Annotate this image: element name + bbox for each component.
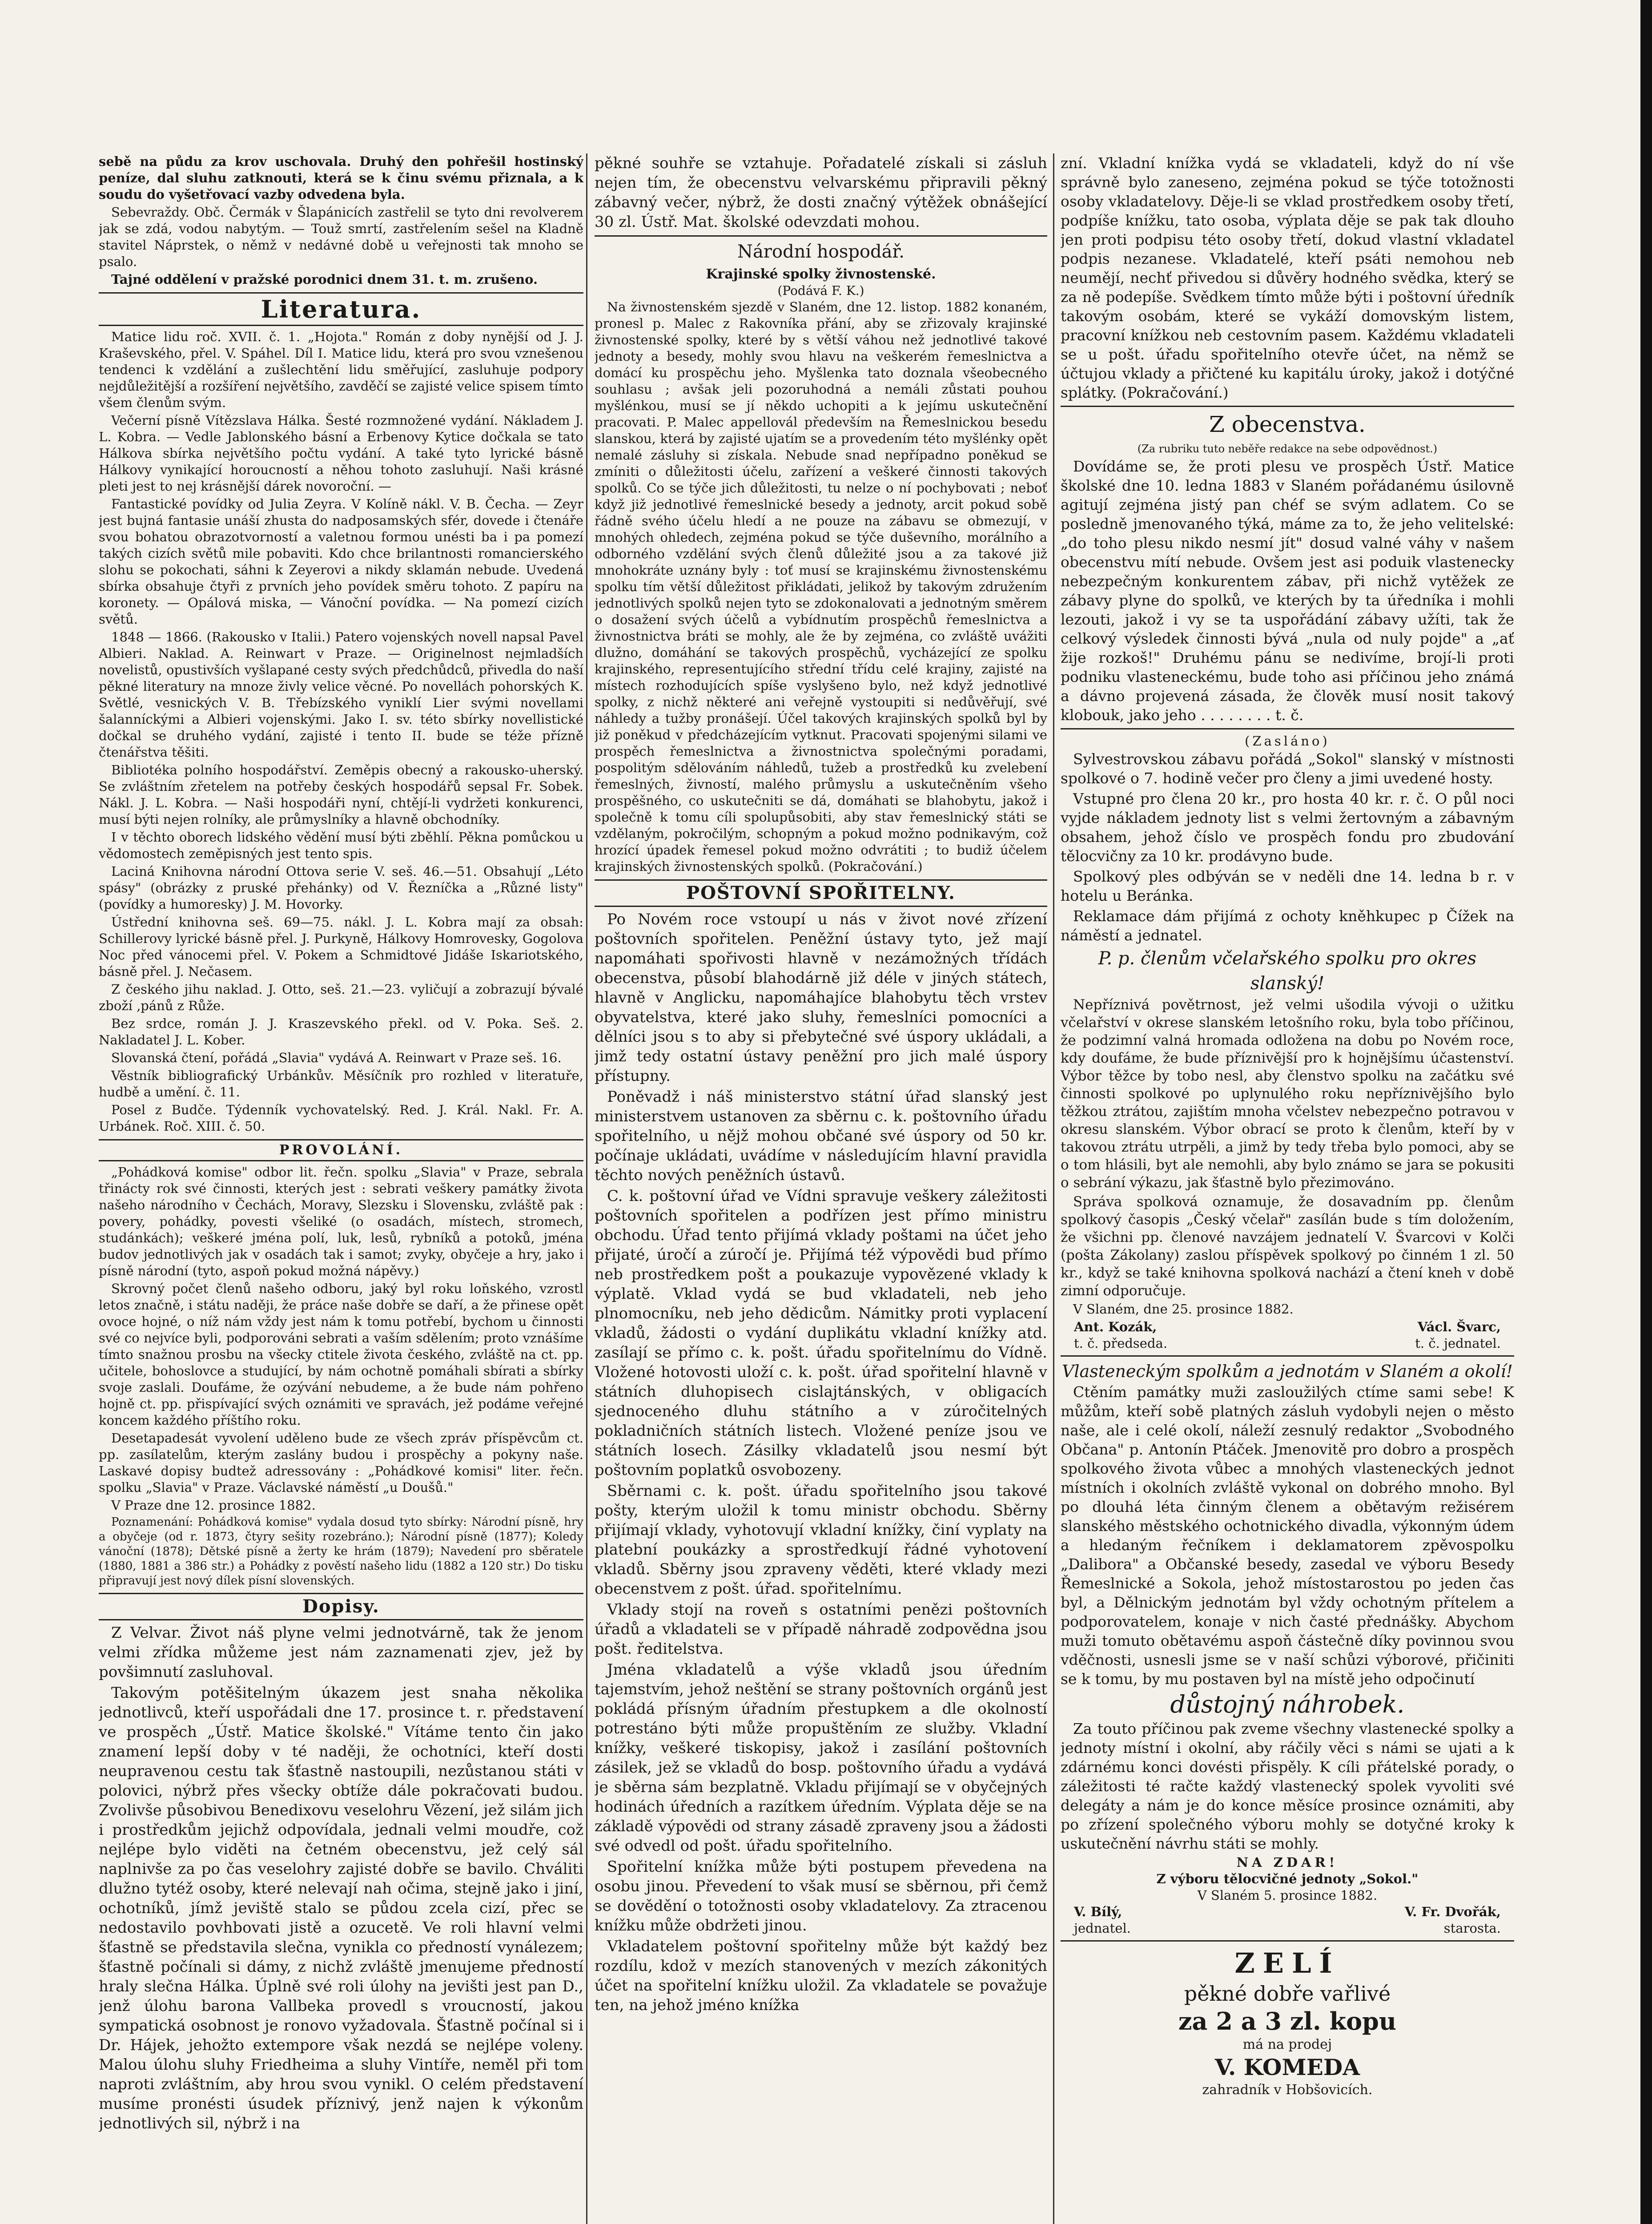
news-hostinsky: sebě na půdu za krov uschovala. Druhý den pohřešil hostinský peníze, dal sluhu zatknouti, která se k činu svému přiznala, a k soudu do vyšetřovací vazby odvedena byla. bbox=[99, 154, 583, 202]
literatura-item: Večerní písně Vítězslava Hálka. Šesté rozmnožené vydání. Nákladem J. L. Kobra. — Vedle Jablonského básní a Erbenovy Kytice dočkala se tato Hálkova sbírka největšího počtu vydání. A také tyto lyrické básně Hálkovy vynikající horoucností a něhou tohoto zasluhují. Naši krásné pleti jest to nej krásnější dárek novoroční. — bbox=[99, 413, 583, 494]
literatura-list bbox=[99, 329, 583, 1135]
provolani-paragraph: Desetapadesát vyvolení uděleno bude ze všech zpráv příspěvcům ct. pp. zasílatelům, kterým zaslány budou i prospěchy a pokyny naše. Laskavé dopisy budtež adressovány : „Pohádkové komisi" liter. řečn. spolku „Slavia" v Praze. Václavské náměstí „u Doušů." bbox=[99, 1430, 583, 1495]
ad-title: ZELÍ bbox=[1234, 1947, 1340, 1979]
divider bbox=[1061, 1940, 1514, 1942]
provolani-paragraph: Skrovný počet členů našeho odboru, jaký byl roku loňského, vzrostl letos značně, i státu naději, že práce naše dobře se daří, a že přinese opět ovoce hojné, o níž nám vždy jest nám k tomu potřebí, bychom u činnosti své co nejvíce byli, podporováni sebrati a vaším sdělením; proto vznášíme tímto snažnou prosbu na všecky ctitele života českého, zvláště na ct. pp. učitele, bohoslovce a studující, by nám ochotně pomáhali sbírati a sbírky svoje zaslali. Doufáme, že ozývání nebudeme, a že bude nám pohřeno hojně ct. pp. přispívající svých oznámiti ve spravách, jež podáme veřejné koncem každého příštího roku. bbox=[99, 1281, 583, 1428]
signature-name: V. Bílý, bbox=[1074, 1904, 1122, 1919]
divider bbox=[1061, 728, 1514, 729]
ad-address: zahradník v Hobšovicích. bbox=[1202, 2082, 1373, 2098]
signature-name: Ant. Kozák, bbox=[1074, 1319, 1157, 1334]
column-rule-1 bbox=[586, 153, 587, 2224]
signature-role: jednatel. bbox=[1074, 1921, 1131, 1936]
provolani-note: Poznamenání: Pohádková komise" vydala dosud tyto sbírky: Národní písně, hry a obyčeje (od r. 1873, čtyry sešity rozebráno.); Národní písně (1877); Koledy vánoční (1878); Dětské písně a žerty ke hrám (1879); Navedení pro sběratele (1880, 1881 a 386 str.) a Pohádky z pověstí našeho lidu (1882 a 120 str.) Do tisku připravují jest nový dílek písní slovenských. bbox=[99, 1515, 583, 1587]
zaslano-paragraph: Reklamace dám přijímá z ochoty kněhkupec p Čížek na náměstí a jednatel. bbox=[1061, 907, 1514, 944]
motto-na-zdar: NA ZDAR! bbox=[1236, 1855, 1338, 1870]
signature-name: V. Fr. Dvořák, bbox=[1404, 1904, 1501, 1919]
divider bbox=[1061, 406, 1514, 407]
vcelar-date: V Slaném, dne 25. prosince 1882. bbox=[1073, 1301, 1294, 1317]
ad-price: za 2 a 3 zl. kopu bbox=[1178, 2007, 1397, 2035]
sporitelny-paragraph: Spořitelní knížka může býti postupem převedena na osobu jinou. Převedení to však musí se sběrnou, při čemž se dovědění o totožnosti osoby vkladatelovy. Za ztracenou knížku může obdržeti jinou. bbox=[595, 1858, 1047, 1934]
sporitelny-paragraph: Vkladatelem poštovní spořitelny může být každý bez rozdílu, kdož v mezích stanovených v mezích zákonitých účet na spořitelní knížku uložil. Za vkladatele se považuje ten, na jehož jméno knížka bbox=[595, 1938, 1047, 2014]
ad-description: pěkné dobře vařlivé bbox=[1184, 1982, 1391, 2006]
literatura-item: Matice lidu roč. XVII. č. 1. „Hojota." Román z doby nynější od J. J. Kraševského, přel. V. Spáhel. Díl I. Matice lidu, která pro svou vznešenou tendenci k vzdělání a zušlechtění lidu směřující, zasluhuje podpory nejdůležitější a rozšíření největšího, zavděčí se zajisté velice spisem tímto všem členům svým. bbox=[99, 329, 583, 410]
section-title-narodni-hospodar: Národní hospodář. bbox=[737, 242, 904, 262]
vlastenecke-paragraph: Ctěním památky muži zasloužilých ctíme sami sebe! K můžům, kteří sobě platných zásluh vydobyli nejen o město naše, ale i celé okolí, náleží zesnulý redaktor „Svobodného Občana" p. Antonín Ptáček. Jmenovitě pro dobro a prospěch spolkového života vůbec a mnohých vlasteneckých jednot místních i okolních zvláště vykonal on dobrého mnoho. Byl po dlouhá léta činným členem a obětavým režisérem slanského městského ochotnického divadla, výkonným údem a hledaným řečníkem i deklamatorem zpěvospolku „Dalibora" a Občanské besedy, zasedal ve výboru Besedy Řemeslnické a Sokola, jehož místostarostou po jeden čas byl, a Dělnickým jednotám byl vždy ochotným přítelem a podporovatelem, konaje v nich časté přednášky. Abychom muži tomuto obětavému aspoň částečně díky povinnou svou vděčnosti, usnesli jsme se v naší schůzi výborové, přičiniti se k tomu, by mu postaven byl na místě jeho odpočinutí bbox=[1061, 1383, 1514, 1688]
zaslano-paragraph: Sylvestrovskou zábavu pořádá „Sokol" slanský v místnosti spolkové o 7. hodině večer pro členy a jimi uvedené hosty. bbox=[1061, 750, 1514, 787]
sporitelny-paragraph: Vklady stojí na roveň s ostatními penězi poštovních úřadů a vkladateli se v případě náhradě zodpovědna jsou pošt. ředitelstva. bbox=[595, 1601, 1047, 1658]
sporitelny-continuation: zní. Vkladní knížka vydá se vkladateli, když do ní vše správně bylo zaneseno, zejména pokud se týče totožnosti osoby vkladatelovy. Děje-li se vklad prostředkem osoby třetí, podpíše knížku, tato osoba, výplata děje se pak tak dlouho jen proti podpisu této osoby třetí, dokud vlastní vkladatel podpis nezanese. Vkladatelé, kteří psáti nemohou neb neumějí, nechť přivedou si důvěry hodného svědka, který se za ně podepíše. Svědkem tímto může býti i poštovní úředník takovým osobám, které se vykáží domovským listem, pracovní knížkou neb cestovním pasem. Každému vkladateli se u pošt. úřadu spořitelního otevře účet, na němž se účtujou vklady a přičtené ku kapitálu úroky, jakož i dotýčné splátky. (Pokračování.) bbox=[1061, 154, 1514, 401]
committee-date: V Slaném 5. prosince 1882. bbox=[1197, 1888, 1378, 1903]
section-title-zaslano: (Zasláno) bbox=[1245, 733, 1330, 749]
literatura-item: Z českého jihu naklad. J. Otto, seš. 21.—23. vyličují a zobrazují bývalé zboží ‚pánů z Růže. bbox=[99, 982, 583, 1013]
page-edge bbox=[1640, 0, 1652, 2224]
news-porodnice: Tajné oddělení v pražské porodnici dnem 31. t. m. zrušeno. bbox=[111, 272, 538, 287]
sporitelny-paragraph: C. k. poštovní úřad ve Vídni spravuje veškery záležitosti poštovních spořitelen a podřízen jest přímo ministru obchodu. Úřad tento přijímá vklady poštami na účet jeho přijaté, úročí a zúročí je. Přijímá též výpovědi bud přímo neb prostředkem pošt a poukazuje vypovězené vklady k výplatě. Vklad vydá se bud vkladateli, neb jeho plnomocníku, neb jeho dědicům. Námitky proti vyplacení vkladů, žádosti o vydání duplikátu vkladní knížky atd. zasílají se přímo c. k. pošt. úřadu spořitelnímu do Vídně. Vložené hotovosti uloží c. k. pošt. úřad spořitelní hlavně v státních dluhopisech cislajtánských, v obligacích sjednoceného dluhu státního a v zúročitelných pokladničních státních listech. Vložené peníze jsou ve státních losech. Zásilky vkladatelů jsou nesmí být poštovním poplatků osvobozeny. bbox=[595, 1187, 1047, 1479]
dopisy-paragraph: Takovým potěšitelným úkazem jest snaha několika jednotlivců, kteří uspořádali dne 17. prosince t. r. představení ve prospěch „Ústř. Matice školské." Vítáme tento čin jako znamení lepší doby v té naději, že ochotníci, kteří dosti neupravenou cestu tak šťastně nastoupili, nezůstanou státi v polovici, nýbrž přes všecky obtíže dále pokračovati budou. Zvolivše působivou Benedixovu veselohru Vězení, jež silám jich i prostředkům jejichž odpovídala, jednali velmi moudře, což nejlépe bylo viděti na četném obecenstvu, jež celý sál naplnivše za po čas veselohry zajisté dobře se bavilo. Chváliti dlužno tytéž osoby, které nelevají nah očima, stejně jako i jiní, ochotníků, jímž jeviště stalo se půdou zcela cizí, přec se nedostavilo povhbovati jistě a ozucetě. Ve roli hlavní velmi šťastně se představila slečna, vynikla co předností vynálezem; šťastně počínali si dámy, z nichž zvláště jmenujeme předností hraly slečna Hálka. Úplně své roli úlohy na jevišti jest pan D., jenž úlohu barona Vallbeka provedl s vroucností, jakou sympatická osobnost je ronovo vyžadovala. Šťastně počínal si i Dr. Hájek, jehožto extempore však nezdá se nejlépe voleny. Malou úlohu sluhy Friedheima a sluhy Vintíře, neměl při tom naproti zvláštním, aby hrou svou vynikl. O celém představení musíme pronésti úsudek příznivý, jenž najen k výkonům jednotlivých sil, nýbrž i na bbox=[99, 1684, 583, 2132]
literatura-item: Bibliotéka polního hospodářství. Zeměpis obecný a rakousko-uherský. Se zvláštním zřetelem na potřeby českých hospodářů sepsal Fr. Sobek. Nákl. J. L. Kobra. — Naši hospodáři nyní, chtějí-li vydržeti konkurenci, musí býti nejen rolníky, ale průmyslníky a hlavně obchodníky. bbox=[99, 762, 583, 827]
signature-name: Václ. Švarc, bbox=[1417, 1319, 1501, 1334]
column-1 bbox=[99, 153, 583, 2224]
signature-roles-vcelar bbox=[1061, 1335, 1514, 1352]
signature-roles-sokol bbox=[1061, 1920, 1514, 1937]
divider bbox=[1061, 1355, 1514, 1357]
sporitelny-paragraph: Sběrnami c. k. pošt. úřadu spořitelního jsou takové pošty, kterým uložil k tomu ministr obchodu. Sběrny přijímají vklady, vyhotovují vkladní knížky, činí vyplaty na platební poukázky a sprostředkují řádné vyhotovení vkladů. Sběrny jsou zpraveny věděti, které vklady mezi obecenstvem z pošt. úřad. spořitelnímu. bbox=[595, 1482, 1047, 1598]
literatura-item: Věstník bibliografický Urbánkův. Měsíčník pro rozhled v literatuře, hudbě a umění. č. 11. bbox=[99, 1068, 583, 1100]
provolani-date: V Praze dne 12. prosince 1882. bbox=[111, 1498, 316, 1513]
literatura-item: Fantastické povídky od Julia Zeyra. V Kolíně nákl. V. B. Čecha. — Zeyr jest bujná fantasie unáší zhusta do nadposamských sfér, dovede i čtenáře svou bohatou obrazotvorností a valetnou formou unésti ba i pa pomezí takých cizích světů mile pobaviti. Kdo chce brilantnosti romancierského slohu se pokochati, sáhni k Zeyerovi a nikdy sklamán nebude. Uvedená sbírka obsahuje čtyři z prvních jeho povídek směru tohoto. Z papíru na koronety. — Opálová miska, — Vánoční povídka. — Na pomezí cizích světů. bbox=[99, 496, 583, 627]
obecenstvo-paragraph: Dovídáme se, že proti plesu ve prospěch Ústř. Matice školské dne 10. ledna 1883 v Slaném pořádanému úsilovně agitují zejména jistý pan chéf se svým adlatem. Co se posledně jmenovaného týká, máme za to, že jeho velitelské: „do toho plesu nikdo nesmí jít" dosud valné váhy v našem obecenstvu mítí nebude. Ovšem jest asi poduik vlastenecky nebezpečným konkurentem zábav, při nichž vytěžek ze zábavy plyne do spolků, ve kterých by ta úředníka i mohli lezouti, jakož i vy se ta uspořádání zábavy užíti, tak že celkový výsledek činnosti bývá „nula od nuly pojde" a „ať žije rozkoš!" Druhému pánu se nedivíme, brojí-li proti podniku vlasteneckému, bude toho asi příčinou jeho známá a dávno projevená zásada, že člověk musí nosit takový klobouk, jako jeho . . . . . . . . t. č. bbox=[1061, 458, 1514, 724]
section-note-obecenstvo: (Za rubriku tuto neběře redakce na sebe odpovědnost.) bbox=[1137, 443, 1438, 455]
literatura-item: Ústřední knihovna seš. 69—75. nákl. J. L. Kobra mají za obsah: Schillerovy lyrické básně přel. J. Purkyně, Hálkovy Homrovesky, Gogolova Noc před vánocemi přel. V. Pokem a Schmidtové Jidáše Iskariotského, básně přel. J. Nečasem. bbox=[99, 915, 583, 979]
column-rule-2 bbox=[1053, 153, 1054, 2224]
signature-role: t. č. předseda. bbox=[1074, 1336, 1168, 1351]
title-vcelarsky-spolek: P. p. členům včelařského spolku pro okres slanský! bbox=[1098, 948, 1477, 994]
vcelar-paragraph: Správa spolková oznamuje, že dosavadním pp. členům spolkový časopis „Český včelař" zasílán bude s tím doložením, že všichni pp. členové navzájem jednatelí V. Švarcovi v Kolči (pošta Zákolany) zaslou příspěvek spolkový po činném 1 zl. 50 kr., když se také knihovna spolková nachází a čtení kneh v době zimní odporučuje. bbox=[1061, 1194, 1514, 1299]
article-byline: (Podává F. K.) bbox=[777, 283, 864, 298]
divider bbox=[595, 235, 1047, 237]
section-title-postovni-sporitelny: POŠTOVNÍ SPOŘITELNY. bbox=[595, 879, 1047, 907]
zaslano-paragraph: Vstupné pro člena 20 kr., pro hosta 40 kr. r. č. O půl noci vyjde nákladem jednoty list s velmi žertovným a zábavným obsahem, jehož číslo ve prospěch fondu pro zbudování tělocvičny za 10 kr. prodávyno bude. bbox=[1061, 790, 1514, 865]
committee-line: Z výboru tělocvičné jednoty „Sokol." bbox=[1156, 1871, 1419, 1886]
column-3 bbox=[1061, 153, 1514, 2224]
dopisy-continuation: pěkné souhře se vztahuje. Pořadatelé získali si zásluh nejen tím, že obecenstvu velvarskému připravili pěkný zábavný večer, nýbrž, že dosti značný výtěžek obnášející 30 zl. Ústř. Mat. školské odevzdati mohou. bbox=[595, 154, 1047, 231]
section-title-literatura: Literatura. bbox=[99, 292, 583, 326]
literatura-item: I v těchto oborech lidského vědění musí býti zběhlí. Pěkna pomůckou u vědomostech zeměpisných jest tento spis. bbox=[99, 830, 583, 861]
sporitelny-paragraph: Po Novém roce vstoupí u nás v život nové zřízení poštovních spořitelen. Peněžní ústavy tyto, jež mají napomáhati spořivosti hlavně v nezámožných třídách obecenstva, působí blahodárně již déle v jiných státech, hlavně v Anglicku, napomáhajíce blahobytu těch vrstev obyvatelstva, které jako sluhy, řemeslníci pomocníci a dělníci jsou s to aby si přebytečné své úspory ukládali, a jimž tedy ostatní ústavy peněžní pro jich malé úspory přístupny. bbox=[595, 911, 1047, 1085]
dopisy-paragraph: Z Velvar. Život náš plyne velmi jednotvárně, tak že jenom velmi zřídka můžeme jest nám zaznamenati zjev, jež by povšimnutí zasluhoval. bbox=[99, 1624, 583, 1681]
zaslano-paragraph: Spolkový ples odbýván se v neděli dne 14. ledna b r. v hotelu u Beránka. bbox=[1061, 868, 1514, 904]
news-sebevrazdy: Sebevraždy. Obč. Čermák v Šlapánicích zastřelil se tyto dni revolverem jak se zdá, vodou nabytým. — Touž smrtí, zastřelením sešel na Kladně stavitel Náprstek, o němž v nedávné době u veřejnosti tak mnoho se psalo. bbox=[99, 205, 583, 269]
section-title-dopisy: Dopisy. bbox=[99, 1593, 583, 1620]
title-vlastenecke-spolky: Vlasteneckým spolkům a jednotám v Slaném a okolí! bbox=[1061, 1362, 1513, 1381]
ad-note: má na prodej bbox=[1242, 2037, 1332, 2052]
ad-seller: V. KOMEDA bbox=[1214, 2054, 1360, 2080]
column-2 bbox=[595, 153, 1047, 2224]
signature-role: starosta. bbox=[1443, 1921, 1501, 1936]
literatura-item: 1848 — 1866. (Rakousko v Italii.) Patero vojenských novell napsal Pavel Albieri. Naklad. A. Reinwart v Praze. — Originelnost nejmladších novelistů, opustivších vyšlapané cesty svých předchůdců, přivedla do naší pěkné literatury na mnoze živly velice věcné. Po novellách pohorských K. Světlé, vesnických V. B. Třebízského vyniklí Lier svými novellami šalanníckými a Albieri vojenskými. Jako I. sv. této sbírky novellistické dočkal se druhého vydání, zajisté i tento II. bude se téže přízně čtenářstva těšiti. bbox=[99, 629, 583, 760]
hospodar-paragraph: Na živnostenském sjezdě v Slaném, dne 12. listop. 1882 konaném, pronesl p. Malec z Rakovníka přání, aby se zřizovaly krajinské živnostenské spolky, které by s větší váhou než jednotlivé takové jednoty a besedy, mohly svou hlavu na veškerém řemeslnictva a domácí ku prospěchu jeho. Myšlenka tato doznala všeobecného souhlasu ; avšak jeli pozoruhodná a nemáli zůstati pouhou myšlénkou, musí se jí někdo uchopiti a k jejímu uskutečnění pracovati. P. Malec appellovál především na Řemeslnickou besedu slanskou, která by zajisté ujatím se a provedením této myšlénky opět nemalé zásluhy si získala. Nebude snad nepřípadno poněkud se zmíniti o důležitosti účelu, zařízení a veškeré činnosti takových spolků. Co se týče jich důležitosti, tu nelze o ní pochybovati ; neboť když již jednotlivé řemeslnické besedy a jednoty, arcit pokud sobě řádně svého účelu hledí a ne pouze na zábavu se obmezují, v mnohých ohledech, zejména pokud se týče duševního, morálního a odborného vzdělání svých členů důležité jsou a za takové již mnohokráte uznány byly : toť musí se krajinskému živnostenskému spolku tím větší důležitost přikládati, jelikož by takovým združením jednotlivých spolků nejen tyto se zdokonalovati a jednotným směrem o dosažení svých účelů a vybídnutím prospěchů řemeslnictva a živnostnictva bráti se mohly, ale že by zejména, co zvláště uvážiti dlužno, domáhání se takových prospěchů, vycházející ze spolku krajinského, representujícího střední třídu celé krajiny, zajisté na místech rozhodujících spíše vyslyšeno bylo, než když jednotlivé spolky, z nichž některé ani veřejně vystoupiti si nedůvěřují, své náhledy a tužby pronášejí. Účel takových krajinských spolků byl by již poněkud v předcházejícím vytknut. Pracovati spojenými silami ve prospěch řemeslnictva a živnostnictva společnými poradami, pospolitým sdělováním náhledů, tužeb a prostředků ku zvelebení řemeslných, živností, malého průmyslu a uskutečněním všeho prospěšného, co uskutečniti se dá, domáhati se blahobytu, jakož i společně k tomu cíli spolupůsobiti, aby stav řemeslnický státi se vzdělaným, pokročilým, schopným a pokud možno podnikavým, což hrozící úpadek řemesel pokud možno odvrátiti ; to budiž účelem krajinských živnostenských spolků. (Pokračování.) bbox=[595, 299, 1047, 874]
literatura-item: Laciná Knihovna národní Ottova serie V. seš. 46.—51. Obsahují „Léto spásy" (obrázky z pruské přehánky) od V. Řezníčka a „Různé listy" (povídky a humoresky) J. M. Hovorky. bbox=[99, 864, 583, 912]
vlastenecke-paragraph: Za touto příčinou pak zveme všechny vlastenecké spolky a jednoty místní i okolní, aby ráčily věci s námi se ujati a k zdárnému konci dovésti přispěly. K cíli přátelské porady, o záležitosti té račte každý vlastenecký spolek vyvoliti své delegáty a nám je do konce měsíce prosince oznámiti, aby po zřízení společného výboru mohly se dotyčné kroky k uskutečnění návrhu státi se mohly. bbox=[1061, 1720, 1514, 1852]
literatura-item: Bez srdce, román J. J. Kraszevského překl. od V. Poka. Seš. 2. Nakladatel J. L. Kober. bbox=[99, 1016, 583, 1048]
section-title-provolani: PROVOLÁNÍ. bbox=[99, 1139, 583, 1161]
article-title-krajinske-spolky: Krajinské spolky živnostenské. bbox=[706, 266, 936, 282]
advertisement-zeli bbox=[1061, 1946, 1514, 2099]
literatura-item: Posel z Budče. Týdenník vychovatelský. Red. J. Král. Nakl. Fr. A. Urbánek. Roč. XIII. č. 50. bbox=[99, 1102, 583, 1134]
sporitelny-paragraph: Jména vkladatelů a výše vkladů jsou úředním tajemstvím, jehož neštění se strany poštovních orgánů jest pokládá přísným úřadním přestupkem a dle okolností potrestáno býti může propuštěním ze služby. Vkladní knížky, veškeré tiskopisy, jakož i zasílání poštovních zásilek, jež se vkladů do bosp. poštovního úřadu a vydává je sběrna sám bezplatně. Vkladu přijímají se v obyčejných hodinách úředních a razítkem úředním. Výplata děje se na základě výpovědi od strany zásadě zpraveny jsou a žádosti své odvedl od pošt. úřadu spořitelního. bbox=[595, 1661, 1047, 1855]
signatures-sokol bbox=[1061, 1904, 1514, 1920]
headline-nahrobek: důstojný náhrobek. bbox=[1170, 1690, 1405, 1718]
section-title-z-obecenstva: Z obecenstva. bbox=[1209, 411, 1366, 437]
signatures-vcelar bbox=[1061, 1319, 1514, 1335]
sporitelny-paragraph: Poněvadž i náš ministerstvo státní úřad slanský jest ministerstvem ustanoven za sběrnu c. k. poštovního úřadu spořitelního, u nějž mohou občané své úspory od 50 kr. počínaje ukládati, uvádíme v následujícím hlavní pravidla těchto nových peněžních ústavů. bbox=[595, 1088, 1047, 1184]
literatura-item: Slovanská čtení, pořádá „Slavia" vydává A. Reinwart v Praze seš. 16. bbox=[111, 1050, 562, 1065]
provolani-paragraph: „Pohádková komise" odbor lit. řečn. spolku „Slavia" v Praze, sebrala třinácty rok své činnosti, kterých jest : sebrati veškery památky života našeho národního v Čechách, Moravy, Slezsku i Slovensku, zvláště pak : povery, pohádky, povesti všeliké (o osadách, místech, stromech, studánkách); veškeré jména polí, luk, lesů, rybníků a potoků, jména budov jednotlivých jak v osadách tak i samot; zvyky, obyčeje a hry, jako i písně národní (tyto, aspoň pokud možná nápěvy.) bbox=[99, 1164, 583, 1278]
signature-role: t. č. jednatel. bbox=[1415, 1336, 1501, 1351]
vcelar-paragraph: Nepříznivá povětrnost, jež velmi ušodila vývoji o užitku včelařství v okrese slanském letošního roku, byla tobo příčinou, že podzimní valná hromada odložena na dobu po Novém roce, kdy doufáme, že bude příznivější pro k hojnějšímu účastenství. Výbor těžce by tobo nesl, aby členstvo spolku na začátku své činnosti spolkové po uplynulého roku nepříznivějšího bylo těžkou ztrátou, zajištím mnoha včelstev nebezpečno potravou v okresu slanském. Výbor obrací se proto k členům, kteří by v takovou ztrátu utrpěli, a jimž by tedy třeba bylo pomoci, aby se o tom hlásili, byt ale nemohli, aby bylo známo se jara se pokusiti o sebrání výkazu, jak šťastně bylo přezimováno. bbox=[1061, 997, 1514, 1191]
